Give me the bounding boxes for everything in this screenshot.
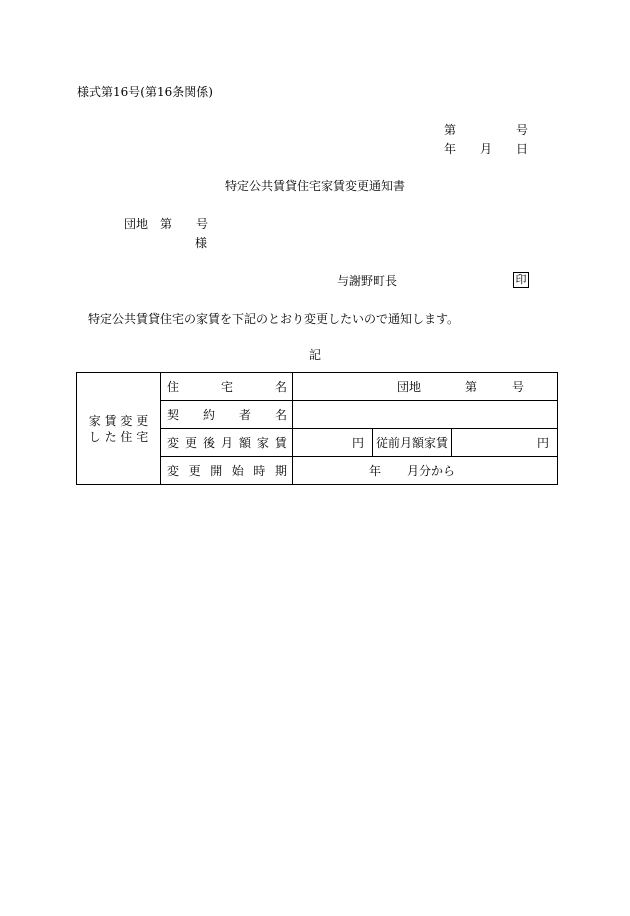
sender-name: 与謝野町長 [337,274,398,288]
document-date [444,143,528,155]
label-char: 者 [238,408,251,422]
label-char: 名 [274,380,287,394]
new-rent-unit: 円 [351,436,364,450]
label-char: 変 [167,464,180,478]
form-number: 様式第16号(第16条関係) [77,85,213,99]
rent-change-table [76,372,558,485]
address-no-suffix: 号 [512,380,525,394]
label-char: 開 [210,464,223,478]
number-suffix: 号 [516,123,529,137]
start-label-cell [161,457,293,485]
start-month: 月分から [407,464,456,478]
label-char: 更 [188,464,201,478]
address-estate: 団地 [397,380,422,394]
label-char: 宅 [220,380,233,394]
old-rent-label: 従前月額家賃 [375,436,448,450]
document-number [444,124,528,136]
start-year: 年 [369,464,382,478]
label-char: 名 [274,408,287,422]
old-rent-unit: 円 [537,436,550,450]
label-char: 時 [253,464,266,478]
start-value-cell[interactable] [293,457,558,485]
table-row [77,373,558,401]
body-text: 特定公共賃貸住宅の家賃を下記のとおり変更したいので通知します。 [88,312,460,326]
new-rent-label-cell [161,429,293,457]
label-char: 期 [274,464,287,478]
label-char: 額 [238,436,251,450]
group-label-line2: し た 住 宅 [88,429,149,444]
label-char: 変 [167,436,180,450]
label-char: 後 [202,436,215,450]
old-rent-label-cell [373,429,452,457]
addressee-estate-line [124,218,208,230]
new-rent-value-cell[interactable] [293,429,373,457]
date-month: 月 [480,142,493,156]
label-char: 契 [167,408,180,422]
group-label-line1: 家 賃 変 更 [88,413,149,428]
address-value-cell[interactable] [293,373,558,401]
date-day: 日 [516,142,529,156]
addressee-no-suffix: 号 [196,217,209,231]
address-label-cell [161,373,293,401]
label-char: 賃 [274,436,287,450]
ki-heading: 記 [308,348,321,362]
label-char: 始 [231,464,244,478]
address-no-prefix: 第 [465,380,478,394]
date-year: 年 [444,142,457,156]
contractor-label-cell [161,401,293,429]
addressee-no-prefix: 第 [160,217,173,231]
label-char: 住 [167,380,180,394]
label-char: 月 [220,436,233,450]
number-prefix: 第 [444,123,457,137]
contractor-value-cell[interactable] [293,401,558,429]
group-label-cell [77,373,161,485]
label-char: 更 [184,436,197,450]
addressee-honorific: 様 [195,236,208,250]
label-char: 家 [256,436,269,450]
seal-stamp: 印 [513,272,529,288]
document-title: 特定公共賃貸住宅家賃変更通知書 [224,179,405,193]
label-char: 約 [202,408,215,422]
old-rent-value-cell[interactable] [452,429,558,457]
addressee-estate: 団地 [124,217,149,231]
